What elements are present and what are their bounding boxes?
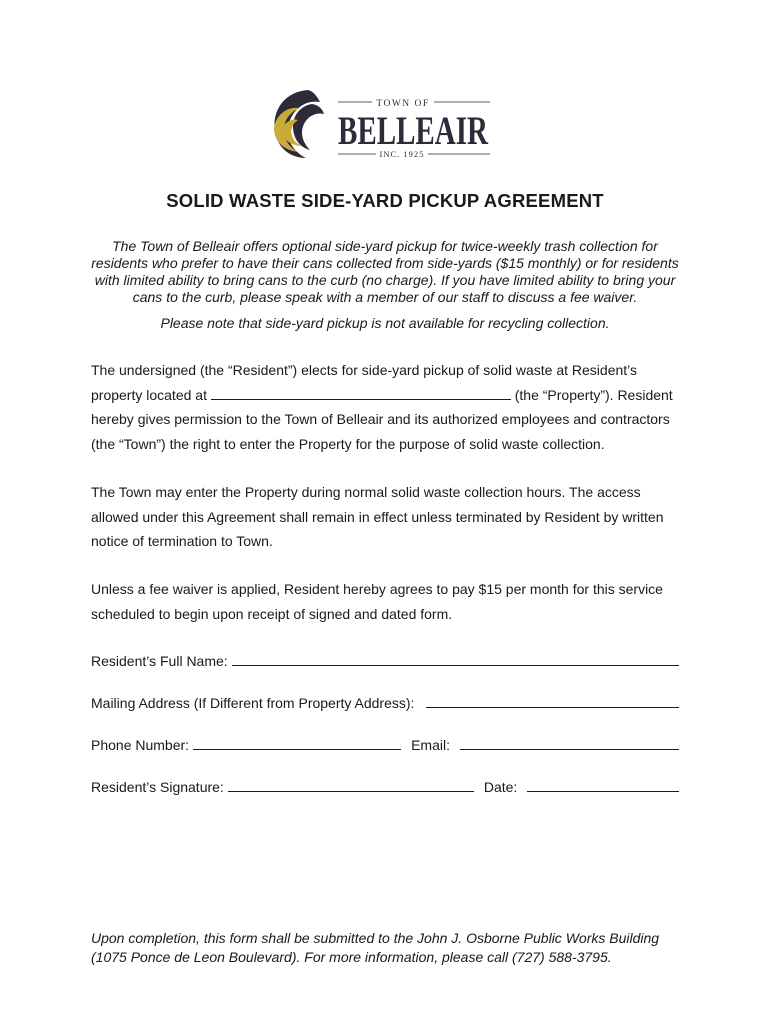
town-logo <box>268 84 500 164</box>
email-label: Email: <box>411 737 450 753</box>
phone-label: Phone Number: <box>91 737 190 753</box>
phone-field[interactable] <box>193 736 401 750</box>
agreement-paragraph-3: Unless a fee waiver is applied, Resident hereby agrees to pay $15 per month for this service scheduled to begin upon receipt of signed and dated form. <box>91 581 663 622</box>
agreement-paragraph-1 <box>91 358 681 456</box>
date-label: Date: <box>483 779 518 795</box>
intro-paragraph: The Town of Belleair offers optional side-yard pickup for twice-weekly trash collection for residents who prefer to have their cans collected from side-yards ($15 monthly) or for residents with limited ability to bring cans to the curb (no charge). If you have limited ability to bring your cans to the curb, please speak with a member of our staff to discuss a fee waiver. <box>91 238 679 305</box>
signature-date-row <box>91 778 679 795</box>
intro-note: Please note that side-yard pickup is not available for recycling collection. <box>160 315 610 331</box>
full-name-label: Resident’s Full Name: <box>91 653 228 669</box>
mailing-address-label: Mailing Address (If Different from Property Address): <box>91 695 415 711</box>
wave-crest-logo-icon <box>268 84 500 164</box>
date-field[interactable] <box>527 778 679 792</box>
logo-bottom-text: INC. 1925 <box>379 149 425 159</box>
intro-text <box>88 238 682 332</box>
signature-field[interactable] <box>228 778 474 792</box>
full-name-row <box>91 652 679 669</box>
paragraph1-before: The undersigned (the “Resident”) elects for side-yard pickup of solid waste at Resident’s property located at <box>91 362 638 403</box>
signature-label: Resident’s Signature: <box>91 779 224 795</box>
footer-instructions: Upon completion, this form shall be submitted to the John J. Osborne Public Works Building (1075 Ponce de Leon Boulevard). For more information, please call (727) 588-3795. <box>91 930 660 965</box>
email-field[interactable] <box>460 736 679 750</box>
logo-top-text: TOWN OF <box>376 99 430 109</box>
phone-email-row <box>91 736 679 753</box>
mailing-address-row <box>91 694 679 711</box>
paragraph1-after: (the “Property”). Resident hereby gives permission to the Town of Belleair and its authorized employees and contractors (the “Town”) the right to enter the Property for the purpose of solid waste collection. <box>91 386 673 452</box>
full-name-field[interactable] <box>232 652 679 666</box>
mailing-address-field[interactable] <box>426 694 679 708</box>
agreement-paragraph-2: The Town may enter the Property during normal solid waste collection hours. The access allowed under this Agreement shall remain in effect unless terminated by Resident by written notice of termination to Town. <box>91 484 664 549</box>
property-address-blank[interactable] <box>211 385 511 400</box>
logo-name: BELLEAIR <box>338 108 489 153</box>
document-title: SOLID WASTE SIDE-YARD PICKUP AGREEMENT <box>166 190 604 211</box>
